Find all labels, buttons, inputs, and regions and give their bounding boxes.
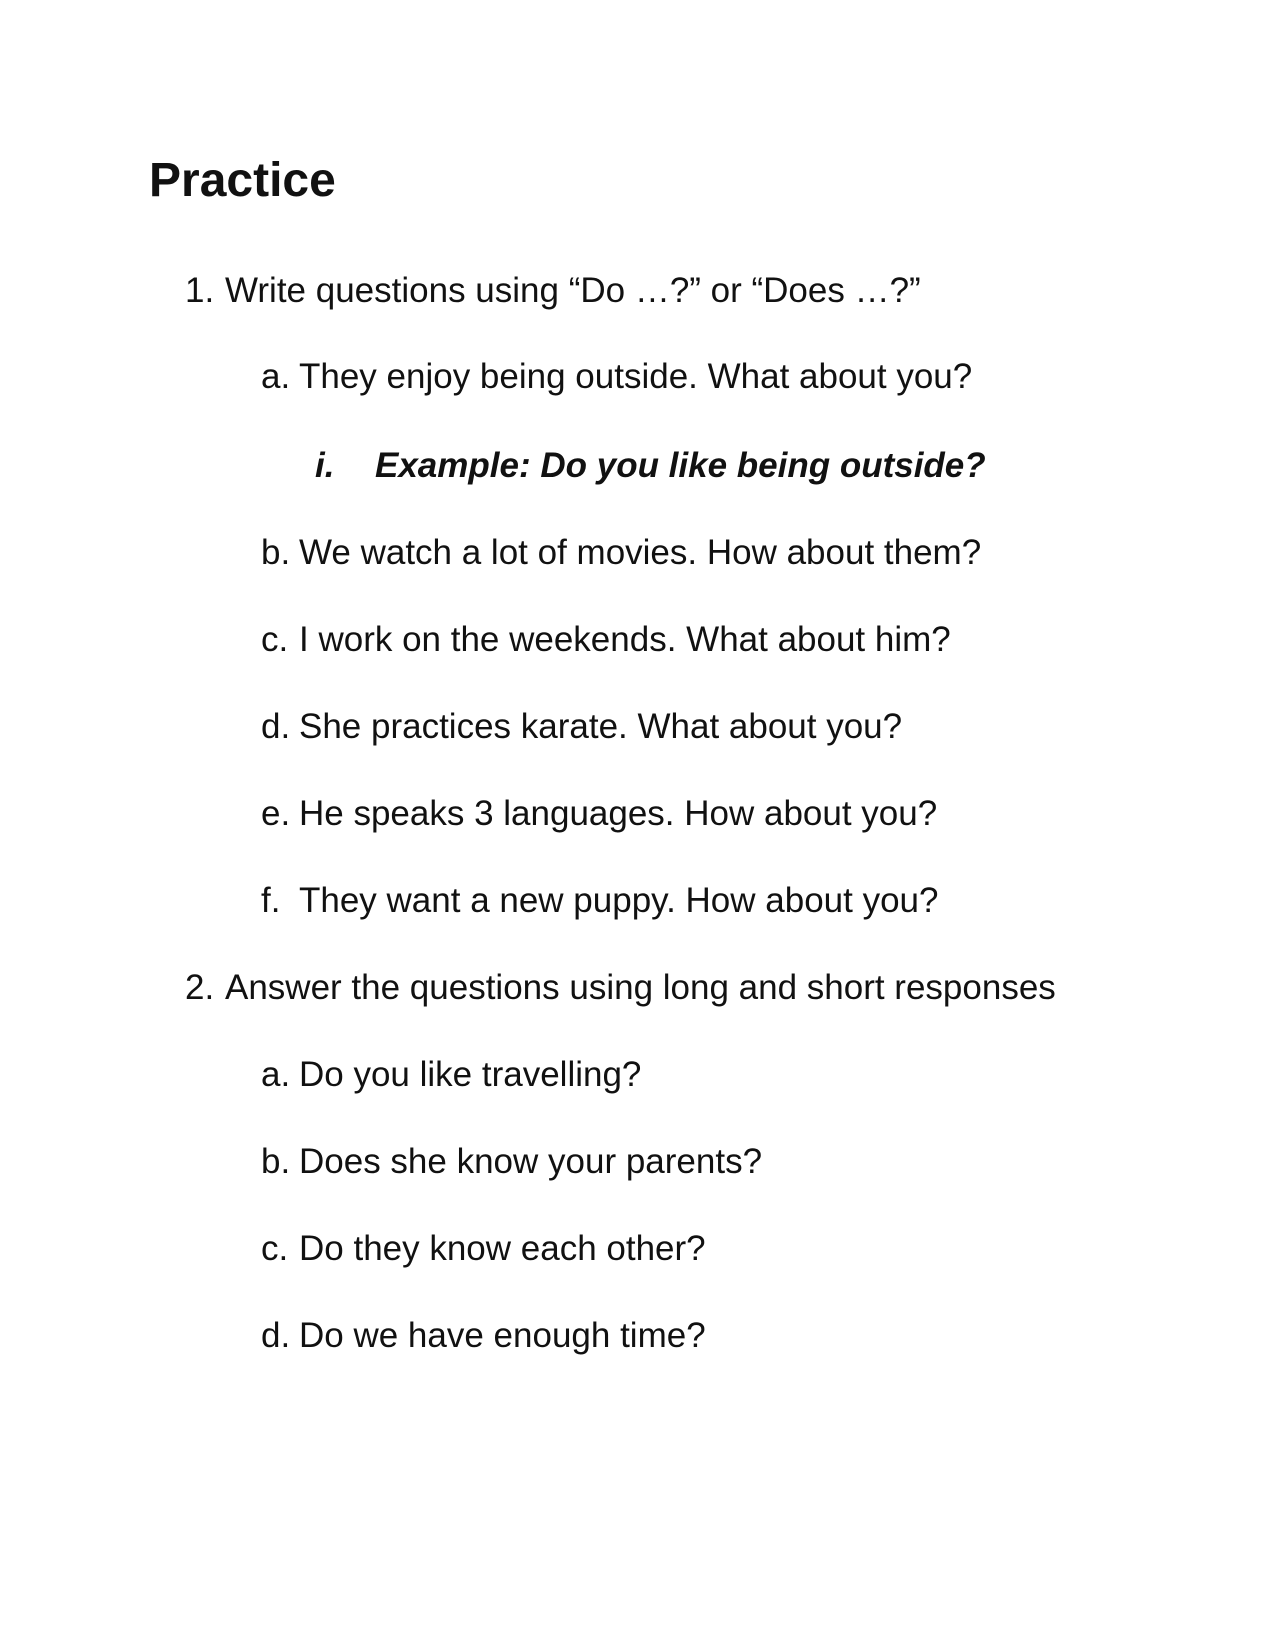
question-number: 2. [185,968,215,1007]
item-marker: b. [261,1142,291,1181]
item-marker: a. [261,357,291,396]
item-marker: d. [261,707,291,746]
example-text: Example: Do you like being outside? [375,446,986,485]
item-text: Do they know each other? [299,1229,706,1268]
item-text: She practices karate. What about you? [299,707,903,746]
item-text: We watch a lot of movies. How about them? [299,533,982,572]
item-marker: d. [261,1316,291,1355]
item-text: Do we have enough time? [299,1316,706,1355]
item-text: They want a new puppy. How about you? [299,881,939,920]
item-text: Does she know your parents? [299,1142,763,1181]
item-marker: a. [261,1055,291,1094]
question-text: Answer the questions using long and short responses [225,968,1056,1007]
item-marker: i. [315,446,335,485]
item-text: He speaks 3 languages. How about you? [299,794,938,833]
item-text: Do you like travelling? [299,1055,642,1094]
item-text: They enjoy being outside. What about you? [299,357,973,396]
question-number: 1. [185,271,215,310]
item-text: I work on the weekends. What about him? [299,620,951,659]
question-text: Write questions using “Do …?” or “Does …?” [225,271,921,310]
item-marker: c. [261,1229,289,1268]
item-marker: e. [261,794,291,833]
page-title: Practice [149,154,336,207]
item-marker: f. [261,881,281,920]
item-marker: c. [261,620,289,659]
item-marker: b. [261,533,291,572]
